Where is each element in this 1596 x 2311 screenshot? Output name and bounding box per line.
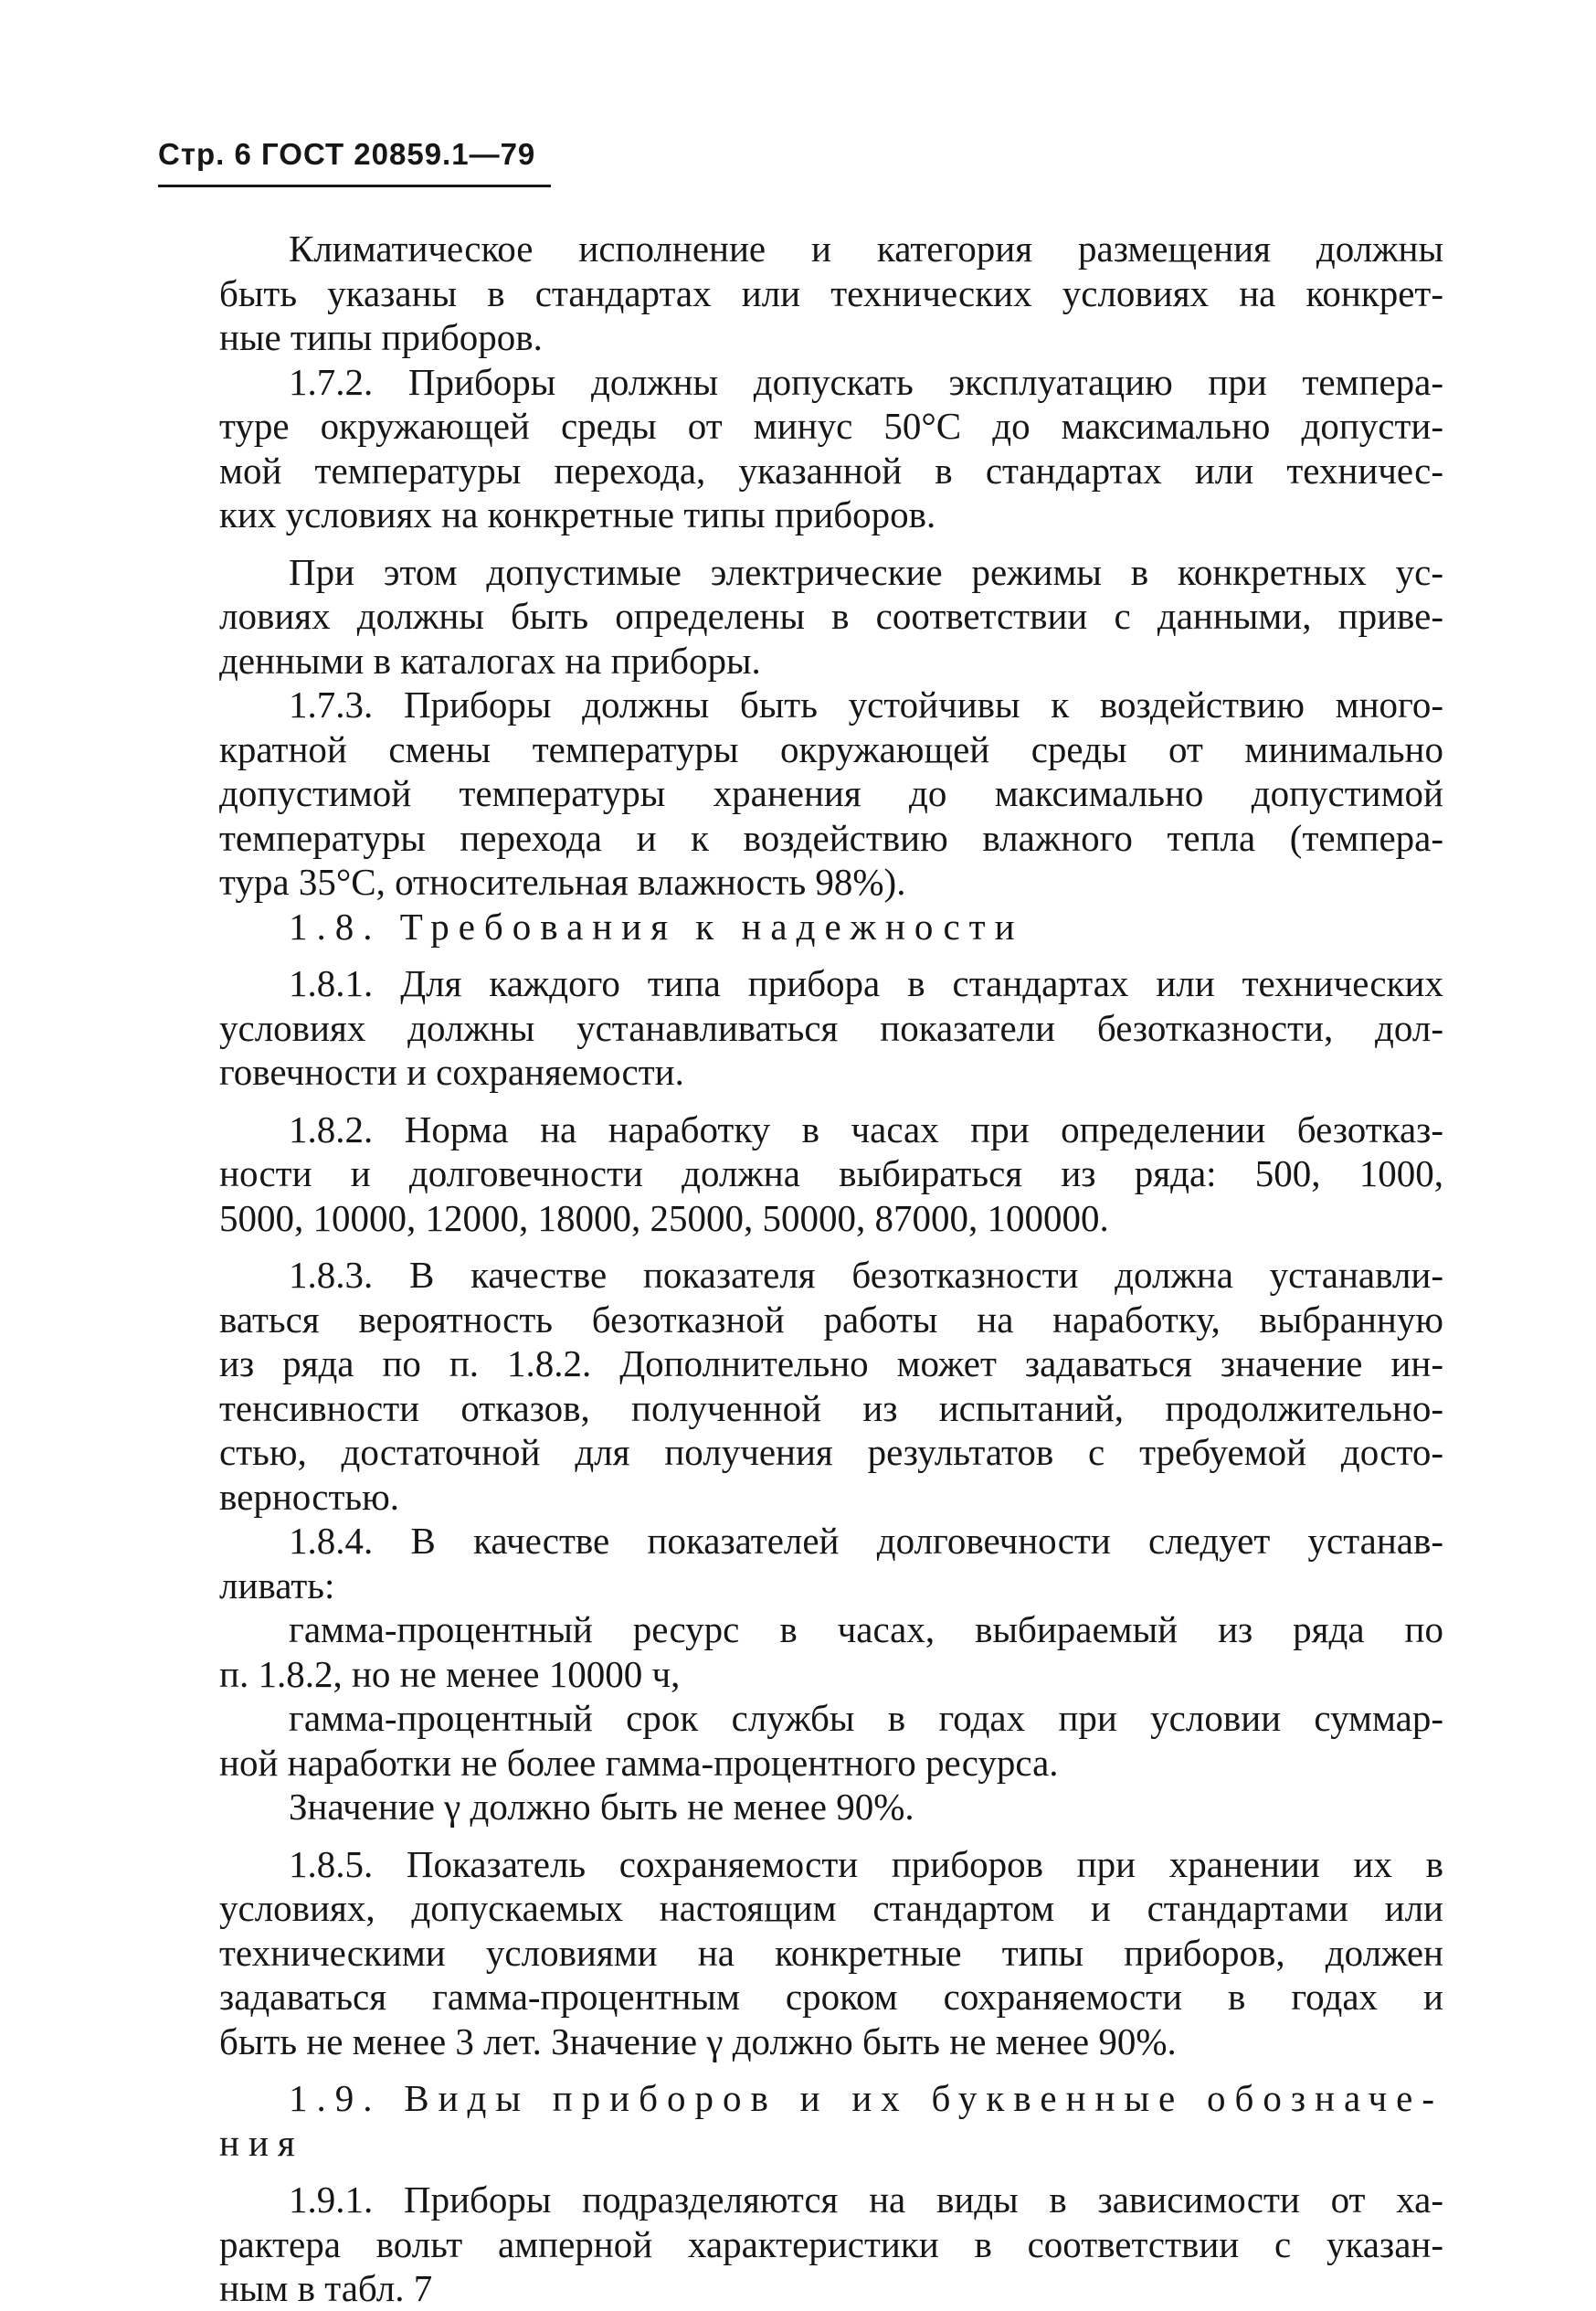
text-line: условиях должны устанавливаться показатели безотказности, дол- xyxy=(219,1006,1443,1049)
text-line: ной наработки не более гамма-процентного ресурса. xyxy=(219,1741,1059,1784)
document-body xyxy=(219,227,1443,2311)
page-header-label: Стр. 6 ГОСТ 20859.1—79 xyxy=(158,137,536,171)
text-line: туре окружающей среды от минус 50°С до максимально допусти- xyxy=(219,405,1443,447)
text-line: рактера вольт амперной характеристики в соответствии с указан- xyxy=(219,2222,1443,2265)
text-line: ности и долговечности должна выбираться из ряда: 500, 1000, xyxy=(219,1152,1443,1194)
text-line: 1.9. Виды приборов и их буквенные обозначе- xyxy=(289,2077,1443,2119)
text-line: 5000, 10000, 12000, 18000, 25000, 50000, 87000, 100000. xyxy=(219,1196,1109,1239)
text-line: При этом допустимые электрические режимы в конкретных ус- xyxy=(289,550,1443,593)
text-line: гамма-процентный ресурс в часах, выбираемый из ряда по xyxy=(289,1608,1443,1650)
text-line: быть указаны в стандартах или технических условиях на конкрет- xyxy=(219,271,1443,314)
text-line: быть не менее 3 лет. Значение γ должно быть не менее 90%. xyxy=(219,2019,1177,2062)
text-line: ловиях должны быть определены в соответствии с данными, приве- xyxy=(219,595,1443,637)
text-line: 1.8.1. Для каждого типа прибора в стандартах или технических xyxy=(289,962,1443,1004)
text-line: ным в табл. 7 xyxy=(219,2267,433,2309)
text-line: тенсивности отказов, полученной из испытаний, продолжительно- xyxy=(219,1386,1443,1429)
text-line: Значение γ должно быть не менее 90%. xyxy=(289,1786,914,1828)
text-line: 1.7.3. Приборы должны быть устойчивы к воздействию много- xyxy=(289,684,1443,726)
text-line: 1.8.4. В качестве показателей долговечности следует устанав- xyxy=(289,1520,1443,1562)
text-line: температуры перехода и к воздействию влажного тепла (темпера- xyxy=(219,816,1443,859)
text-line: ливать: xyxy=(219,1564,335,1606)
text-line: мой температуры перехода, указанной в стандартах или техничес- xyxy=(219,449,1443,492)
text-line: говечности и сохраняемости. xyxy=(219,1051,684,1093)
text-line: Климатическое исполнение и категория размещения должны xyxy=(289,228,1443,270)
text-line: 1.8. Требования к надежности xyxy=(289,905,1024,948)
text-line: гамма-процентный срок службы в годах при условии суммар- xyxy=(289,1697,1443,1739)
text-line: стью, достаточной для получения результатов с требуемой досто- xyxy=(219,1431,1443,1473)
page-header xyxy=(158,137,535,172)
text-line: техническими условиями на конкретные типы приборов, должен xyxy=(219,1931,1443,1974)
text-line: 1.8.5. Показатель сохраняемости приборов при хранении их в xyxy=(289,1842,1443,1885)
text-line: ния xyxy=(219,2121,304,2164)
text-line: тура 35°С, относительная влажность 98%). xyxy=(219,861,906,903)
text-line: денными в каталогах на приборы. xyxy=(219,639,761,682)
text-line: кратной смены температуры окружающей среды от минимально xyxy=(219,727,1443,770)
text-line: 1.8.2. Норма на наработку в часах при определении безотказ- xyxy=(289,1108,1443,1150)
text-line: ваться вероятность безотказной работы на наработку, выбранную xyxy=(219,1298,1443,1341)
header-rule xyxy=(158,185,551,187)
text-line: 1.7.2. Приборы должны допускать эксплуатацию при темпера- xyxy=(289,360,1443,403)
text-line: п. 1.8.2, но не менее 10000 ч, xyxy=(219,1652,681,1695)
text-line: из ряда по п. 1.8.2. Дополнительно может задаваться значение ин- xyxy=(219,1342,1443,1384)
text-line: ких условиях на конкретные типы приборов. xyxy=(219,493,936,535)
text-line: допустимой температуры хранения до максимально допустимой xyxy=(219,772,1443,814)
text-line: условиях, допускаемых настоящим стандартом и стандартами или xyxy=(219,1887,1443,1929)
text-line: 1.9.1. Приборы подразделяются на виды в зависимости от ха- xyxy=(289,2178,1443,2221)
text-line: 1.8.3. В качестве показателя безотказности должна устанавли- xyxy=(289,1254,1443,1296)
text-line: задаваться гамма-процентным сроком сохраняемости в годах и xyxy=(219,1976,1443,2018)
text-line: верностью. xyxy=(219,1475,399,1518)
text-line: ные типы приборов. xyxy=(219,316,543,358)
